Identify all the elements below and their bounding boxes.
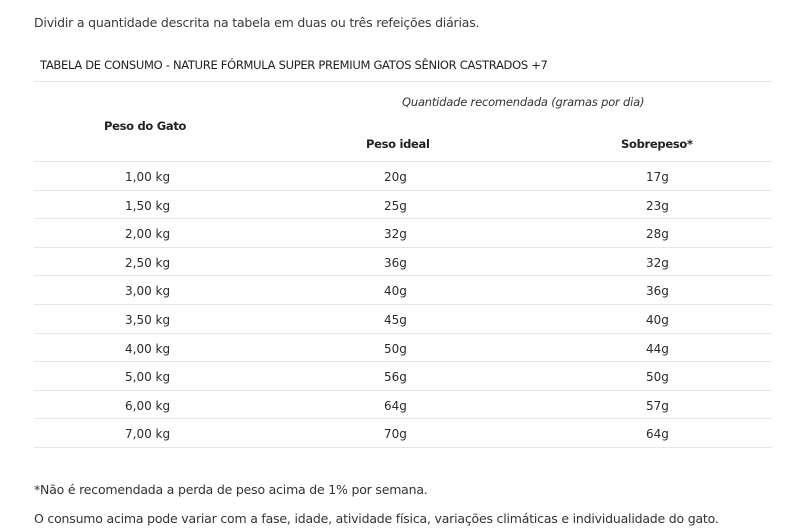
cell-overweight: 50g bbox=[646, 370, 669, 385]
cell-ideal: 64g bbox=[384, 398, 407, 413]
table-row bbox=[34, 276, 772, 305]
table-row bbox=[34, 362, 772, 391]
cell-ideal: 40g bbox=[384, 284, 407, 299]
cell-ideal: 25g bbox=[384, 198, 407, 213]
consumption-note: O consumo acima pode variar com a fase, idade, atividade física, variações climáticas e individualidade do gato. bbox=[34, 511, 719, 526]
cell-ideal: 45g bbox=[384, 312, 407, 327]
cell-overweight: 44g bbox=[646, 341, 669, 356]
cell-weight: 2,50 kg bbox=[125, 255, 171, 270]
table-row bbox=[34, 248, 772, 277]
column-header-weight: Peso do Gato bbox=[104, 119, 187, 133]
table-row bbox=[34, 305, 772, 334]
cell-ideal: 56g bbox=[384, 370, 407, 385]
table-row bbox=[34, 419, 772, 448]
footnote: *Não é recomendada a perda de peso acima de 1% por semana. bbox=[34, 482, 428, 497]
table-row bbox=[34, 191, 772, 220]
column-header-overweight: Sobrepeso* bbox=[621, 137, 693, 151]
intro-text: Dividir a quantidade descrita na tabela em duas ou três refeições diárias. bbox=[34, 15, 480, 30]
cell-overweight: 28g bbox=[646, 227, 669, 242]
divider bbox=[34, 81, 772, 82]
cell-ideal: 20g bbox=[384, 170, 407, 184]
cell-weight: 2,00 kg bbox=[125, 227, 171, 242]
cell-weight: 6,00 kg bbox=[125, 398, 171, 413]
cell-weight: 1,00 kg bbox=[125, 170, 171, 184]
cell-weight: 5,00 kg bbox=[125, 370, 171, 385]
cell-overweight: 23g bbox=[646, 198, 669, 213]
table-row bbox=[34, 391, 772, 420]
cell-weight: 7,00 kg bbox=[125, 427, 171, 442]
group-header: Quantidade recomendada (gramas por dia) bbox=[402, 95, 645, 109]
cell-overweight: 57g bbox=[646, 398, 669, 413]
cell-overweight: 36g bbox=[646, 284, 669, 299]
cell-weight: 4,00 kg bbox=[125, 341, 171, 356]
cell-overweight: 32g bbox=[646, 255, 669, 270]
cell-overweight: 64g bbox=[646, 427, 669, 442]
cell-weight: 3,50 kg bbox=[125, 312, 171, 327]
consumption-table-body bbox=[34, 162, 772, 448]
cell-ideal: 36g bbox=[384, 255, 407, 270]
table-row bbox=[34, 219, 772, 248]
cell-overweight: 17g bbox=[646, 170, 669, 184]
cell-weight: 3,00 kg bbox=[125, 284, 171, 299]
table-row bbox=[34, 162, 772, 191]
column-header-ideal: Peso ideal bbox=[366, 137, 430, 151]
cell-overweight: 40g bbox=[646, 312, 669, 327]
cell-ideal: 70g bbox=[384, 427, 407, 442]
cell-ideal: 32g bbox=[384, 227, 407, 242]
cell-weight: 1,50 kg bbox=[125, 198, 171, 213]
table-title: TABELA DE CONSUMO - NATURE FÓRMULA SUPER PREMIUM GATOS SÊNIOR CASTRADOS +7 bbox=[40, 58, 548, 72]
cell-ideal: 50g bbox=[384, 341, 407, 356]
table-row bbox=[34, 334, 772, 363]
